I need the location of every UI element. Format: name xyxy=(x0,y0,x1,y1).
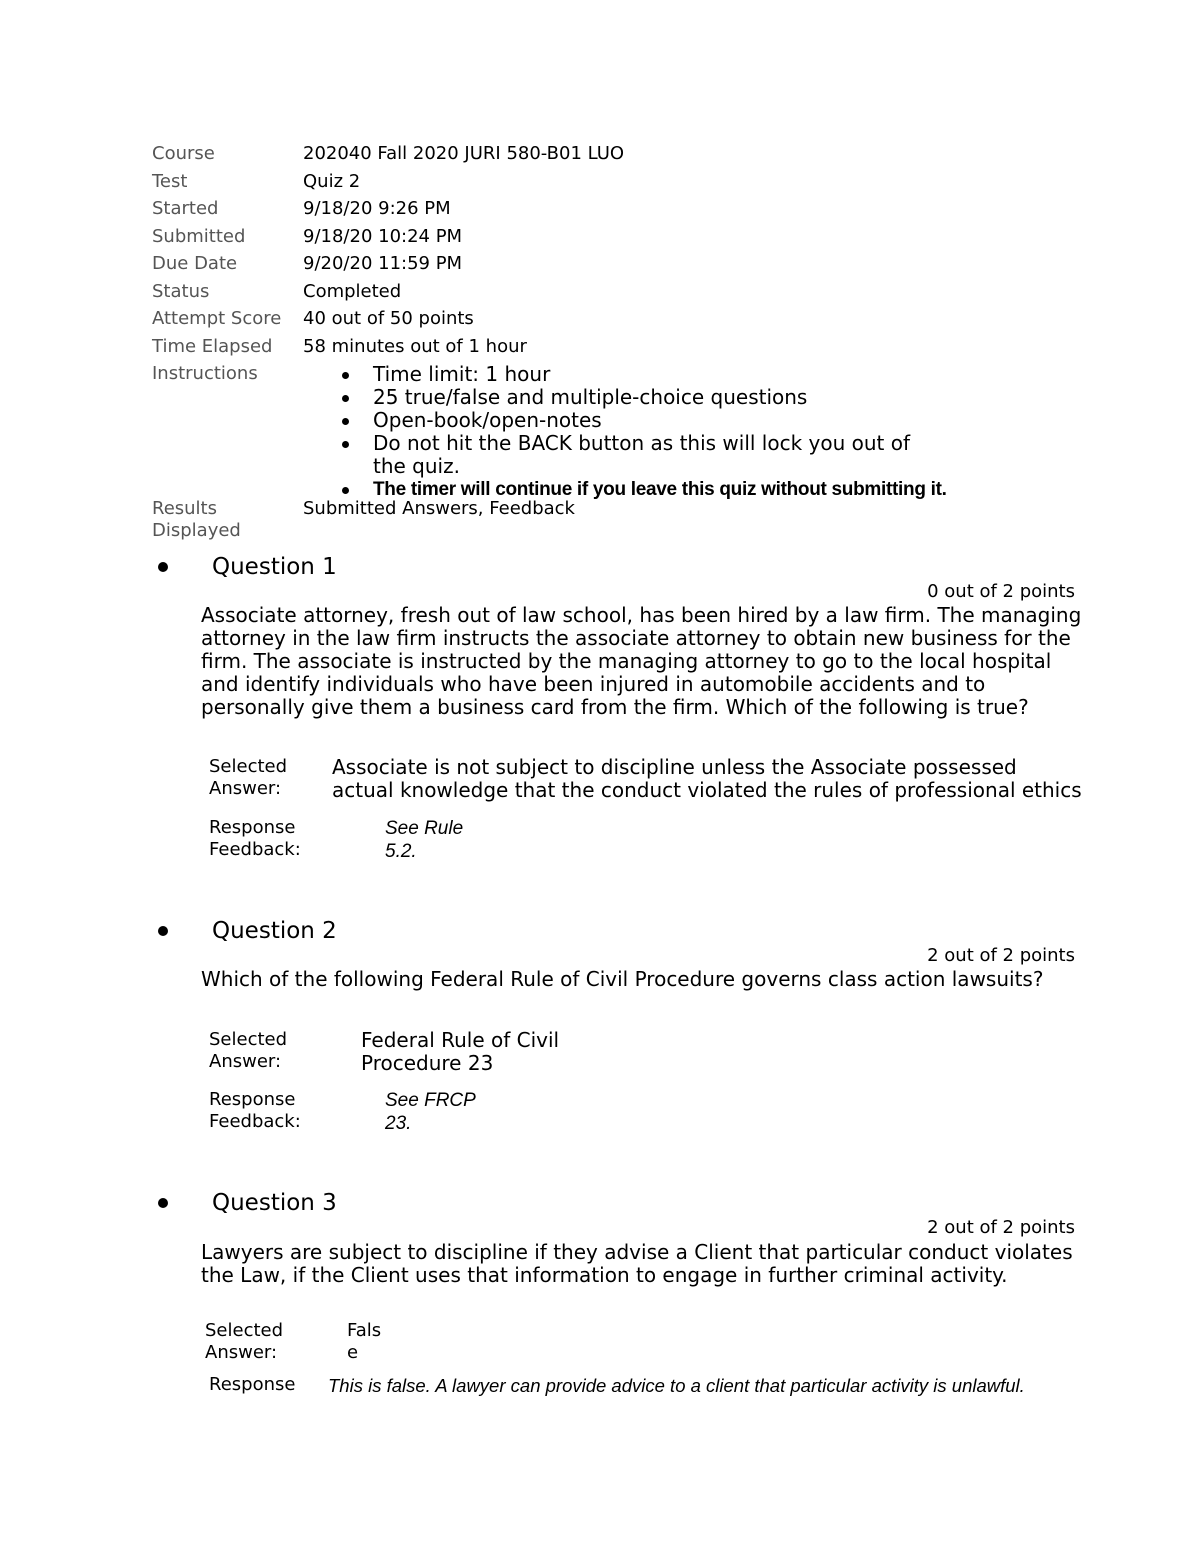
instruction-item: 25 true/false and multiple-choice questions xyxy=(373,386,1012,409)
submitted-value: 9/18/20 10:24 PM xyxy=(303,225,463,247)
started-row xyxy=(152,198,1012,226)
status-label: Status xyxy=(152,280,210,302)
question-1-header xyxy=(158,554,337,580)
question-1-selected-answer xyxy=(209,756,1082,802)
selected-answer-label: Selected Answer: xyxy=(209,756,288,799)
response-feedback-value: This is false. A lawyer can provide advice to a client that particular activity is unlawful. xyxy=(328,1375,1025,1396)
instructions-label: Instructions xyxy=(152,363,258,384)
attempt-details xyxy=(152,143,1012,542)
question-2-points: 2 out of 2 points xyxy=(927,945,1075,966)
selected-answer-label: Selected Answer: xyxy=(205,1320,284,1363)
question-1-title: Question 1 xyxy=(212,554,337,580)
selected-answer-value: False xyxy=(347,1320,382,1363)
question-3-header xyxy=(158,1190,337,1216)
time-elapsed-label: Time Elapsed xyxy=(152,335,273,357)
question-2-response-feedback xyxy=(209,1089,495,1135)
instruction-item: Do not hit the BACK button as this will lock you out of the quiz. xyxy=(373,432,943,478)
due-date-value: 9/20/20 11:59 PM xyxy=(303,253,463,274)
question-1-response-feedback xyxy=(209,817,475,863)
instruction-item: Time limit: 1 hour xyxy=(373,363,1012,386)
question-2-text: Which of the following Federal Rule of Civil Procedure governs class action lawsuits? xyxy=(201,967,1044,991)
selected-answer-label: Selected Answer: xyxy=(209,1029,288,1072)
instructions-row xyxy=(152,363,1012,503)
selected-answer-value: Associate is not subject to discipline unless the Associate possessed actual knowledge that the conduct violated the rules of professional ethics xyxy=(332,755,1082,802)
course-label: Course xyxy=(152,143,215,164)
response-feedback-label: Response xyxy=(209,1374,296,1395)
status-row xyxy=(152,281,1012,309)
results-displayed-row xyxy=(152,498,1012,542)
instruction-item: Open-book/open-notes xyxy=(373,409,1012,432)
course-value: 202040 Fall 2020 JURI 580-B01 LUO xyxy=(303,143,625,164)
question-3-title: Question 3 xyxy=(212,1190,337,1216)
status-value: Completed xyxy=(303,280,402,302)
time-elapsed-value: 58 minutes out of 1 hour xyxy=(303,335,527,357)
results-displayed-value: Submitted Answers, Feedback xyxy=(303,498,575,519)
due-date-label: Due Date xyxy=(152,253,238,274)
time-elapsed-row xyxy=(152,336,1012,364)
question-2-selected-answer xyxy=(209,1029,571,1075)
attempt-score-value: 40 out of 50 points xyxy=(303,308,474,329)
question-3-selected-answer xyxy=(205,1320,387,1364)
bullet-icon xyxy=(158,1198,168,1208)
bullet-icon xyxy=(158,562,168,572)
test-row xyxy=(152,171,1012,199)
started-value: 9/18/20 9:26 PM xyxy=(303,198,451,219)
question-1-points: 0 out of 2 points xyxy=(927,581,1075,602)
results-displayed-label: Results Displayed xyxy=(152,498,241,541)
response-feedback-value: See Rule 5.2. xyxy=(385,818,464,862)
submitted-label: Submitted xyxy=(152,225,246,247)
bullet-icon xyxy=(158,926,168,936)
attempt-score-label: Attempt Score xyxy=(152,308,282,329)
response-feedback-label: Response Feedback: xyxy=(209,1089,301,1132)
question-3-response-feedback xyxy=(209,1374,1088,1397)
due-date-row xyxy=(152,253,1012,281)
response-feedback-label: Response Feedback: xyxy=(209,817,301,860)
selected-answer-value: Federal Rule of Civil Procedure 23 xyxy=(361,1028,560,1075)
submitted-row xyxy=(152,226,1012,254)
test-value: Quiz 2 xyxy=(303,170,361,192)
course-row xyxy=(152,143,1012,171)
question-3-points: 2 out of 2 points xyxy=(927,1217,1075,1238)
attempt-score-row xyxy=(152,308,1012,336)
question-2-title: Question 2 xyxy=(212,918,337,944)
response-feedback-value: See FRCP 23. xyxy=(385,1090,476,1134)
question-2-header xyxy=(158,918,337,944)
instructions-list xyxy=(303,363,1012,501)
question-3-text: Lawyers are subject to discipline if they advise a Client that particular conduct violates the Law, if the Client uses that information to engage in further criminal activity. xyxy=(201,1240,1073,1287)
question-1-text: Associate attorney, fresh out of law school, has been hired by a law firm. The managing attorney in the law firm instructs the associate attorney to obtain new business for the firm. The associate is instructed by the managing attorney to go to the local hospital and identify individuals who have been injured in automobile accidents and to personally give them a business card from the firm. Which of the following is true? xyxy=(201,603,1082,719)
instruction-item-bold: The timer will continue if you leave this quiz without submitting it. xyxy=(373,478,1012,501)
test-label: Test xyxy=(152,170,188,192)
started-label: Started xyxy=(152,198,219,219)
